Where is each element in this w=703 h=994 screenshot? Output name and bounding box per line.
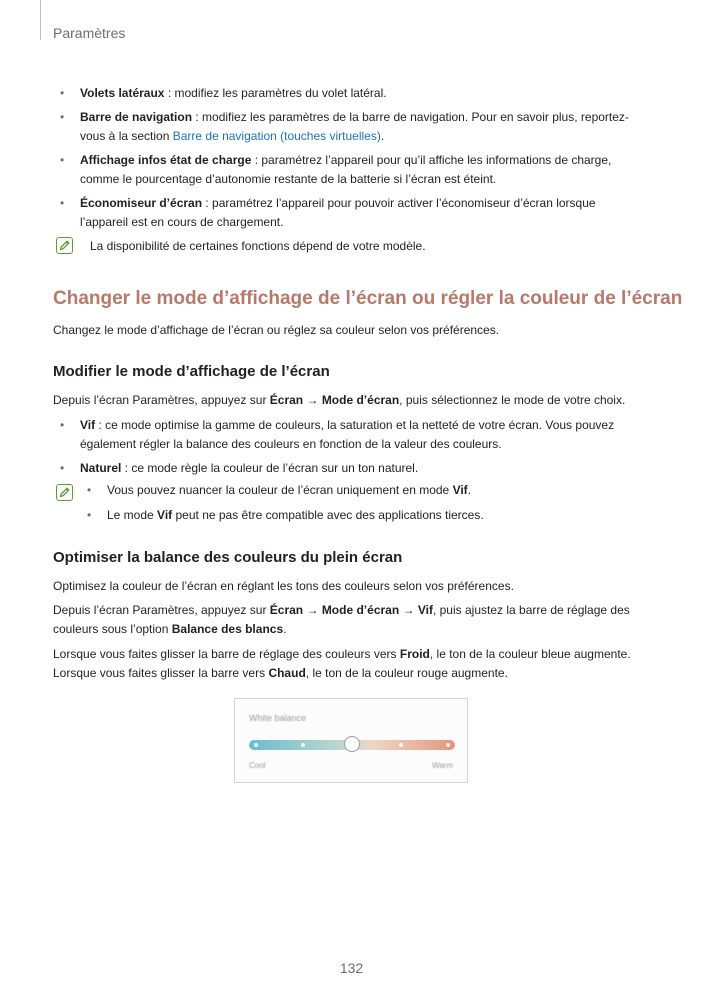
note-pencil-icon [56, 484, 73, 501]
note-item-vif-only [87, 481, 627, 500]
term: Vif [452, 483, 468, 497]
bullet-term: Affichage infos état de charge [80, 153, 252, 167]
text: , le ton de la couleur bleue augmente. Lorsque vous faites glisser la barre vers [53, 647, 631, 680]
section-title: Changer le mode d’affichage de l’écran ou régler la couleur de l’écran [53, 288, 683, 309]
bullet-dot: • [87, 508, 92, 522]
bullet-vif [60, 416, 640, 454]
white-balance-warm-label: Warm [431, 761, 453, 770]
text: peut ne pas être compatible avec des applications tierces. [172, 508, 484, 522]
arrow: → [399, 603, 418, 617]
option-balance-blancs: Balance des blancs [171, 622, 284, 636]
menu-mode-ecran: Mode d’écran [321, 393, 400, 407]
slider-step-dot [254, 743, 258, 747]
note-pencil-icon [56, 237, 73, 254]
slider-step-dot [399, 743, 403, 747]
bullet-dot: • [60, 418, 65, 432]
bullet-volets-lateraux [60, 84, 640, 103]
bullet-barre-navigation [60, 108, 640, 146]
balance-explanation [53, 645, 643, 683]
header-rule [40, 0, 41, 40]
text: . [467, 483, 472, 497]
text: . [283, 622, 287, 636]
bullet-term: Vif [80, 418, 96, 432]
arrow: → [303, 393, 322, 407]
bullet-affichage-infos [60, 151, 640, 189]
bullet-dot: • [60, 461, 65, 475]
menu-ecran: Écran [269, 393, 304, 407]
text: Depuis l’écran Paramètres, appuyez sur [53, 603, 270, 617]
subsection-title-balance: Optimiser la balance des couleurs du plein écran [53, 549, 403, 566]
white-balance-title: White balance [249, 713, 307, 723]
menu-vif: Vif [417, 603, 433, 617]
intro-bullet-list [60, 84, 640, 237]
bullet-desc: : paramétrez l’appareil pour qu’il affiche les informations de charge, comme le pourcentage d’autonomie restante de la batterie si l’écran est éteint. [80, 153, 612, 186]
bullet-naturel [60, 459, 640, 478]
bullet-term: Volets latéraux [80, 86, 165, 100]
subsection-title-mode: Modifier le mode d’affichage de l’écran [53, 363, 330, 380]
mode-instructions [53, 391, 643, 410]
bullet-desc: : ce mode règle la couleur de l’écran sur un ton naturel. [121, 461, 419, 475]
slider-step-dot [446, 743, 450, 747]
term: Vif [157, 508, 173, 522]
bullet-after: . [380, 129, 385, 143]
bullet-dot: • [87, 483, 92, 497]
text: , puis sélectionnez le mode de votre choix. [399, 393, 626, 407]
menu-ecran: Écran [269, 603, 304, 617]
term-froid: Froid [399, 647, 430, 661]
page-number: 132 [339, 960, 364, 976]
link-barre-navigation[interactable]: Barre de navigation (touches virtuelles) [172, 129, 381, 143]
bullet-term: Barre de navigation [80, 110, 193, 124]
menu-mode-ecran: Mode d’écran [321, 603, 400, 617]
bullet-desc: : paramétrez l’appareil pour pouvoir activer l’économiseur d’écran lorsque l’appareil est en cours de chargement. [80, 196, 596, 229]
bullet-dot: • [60, 196, 65, 210]
white-balance-cool-label: Cool [249, 761, 266, 770]
bullet-desc: : ce mode optimise la gamme de couleurs, la saturation et la netteté de votre écran. Vous pouvez également régler la balance des couleurs en fonction de la valeur des couleurs. [80, 418, 615, 451]
mode-bullet-list [60, 416, 640, 483]
bullet-desc: : modifiez les paramètres du volet latéral. [164, 86, 387, 100]
bullet-term: Économiseur d’écran [80, 196, 203, 210]
arrow: → [303, 603, 322, 617]
term-chaud: Chaud [268, 666, 306, 680]
bullet-term: Naturel [80, 461, 122, 475]
text: , puis ajustez la barre de réglage des couleurs sous l’option [53, 603, 630, 636]
balance-intro: Optimisez la couleur de l’écran en réglant les tons des couleurs selon vos préférences. [53, 579, 514, 593]
bullet-desc: : modifiez les paramètres de la barre de navigation. Pour en savoir plus, reportez-vous à la section [80, 110, 629, 143]
white-balance-slider-thumb[interactable] [344, 736, 360, 752]
text: Le mode [107, 508, 158, 522]
text: , le ton de la couleur rouge augmente. [305, 666, 508, 680]
bullet-dot: • [60, 110, 65, 124]
balance-instructions [53, 601, 643, 639]
bullet-dot: • [60, 153, 65, 167]
bullet-dot: • [60, 86, 65, 100]
page-header-title: Paramètres [53, 25, 126, 41]
section-intro: Changez le mode d’affichage de l’écran ou réglez sa couleur selon vos préférences. [53, 323, 500, 337]
mode-note-list [87, 481, 627, 531]
text: Depuis l’écran Paramètres, appuyez sur [53, 393, 270, 407]
note-availability: La disponibilité de certaines fonctions dépend de votre modèle. [90, 239, 426, 253]
white-balance-screenshot [234, 698, 468, 783]
text: Vous pouvez nuancer la couleur de l’écran uniquement en mode [107, 483, 453, 497]
note-item-compat [87, 506, 627, 525]
text: Lorsque vous faites glisser la barre de réglage des couleurs vers [53, 647, 400, 661]
bullet-economiseur [60, 194, 640, 232]
slider-step-dot [301, 743, 305, 747]
